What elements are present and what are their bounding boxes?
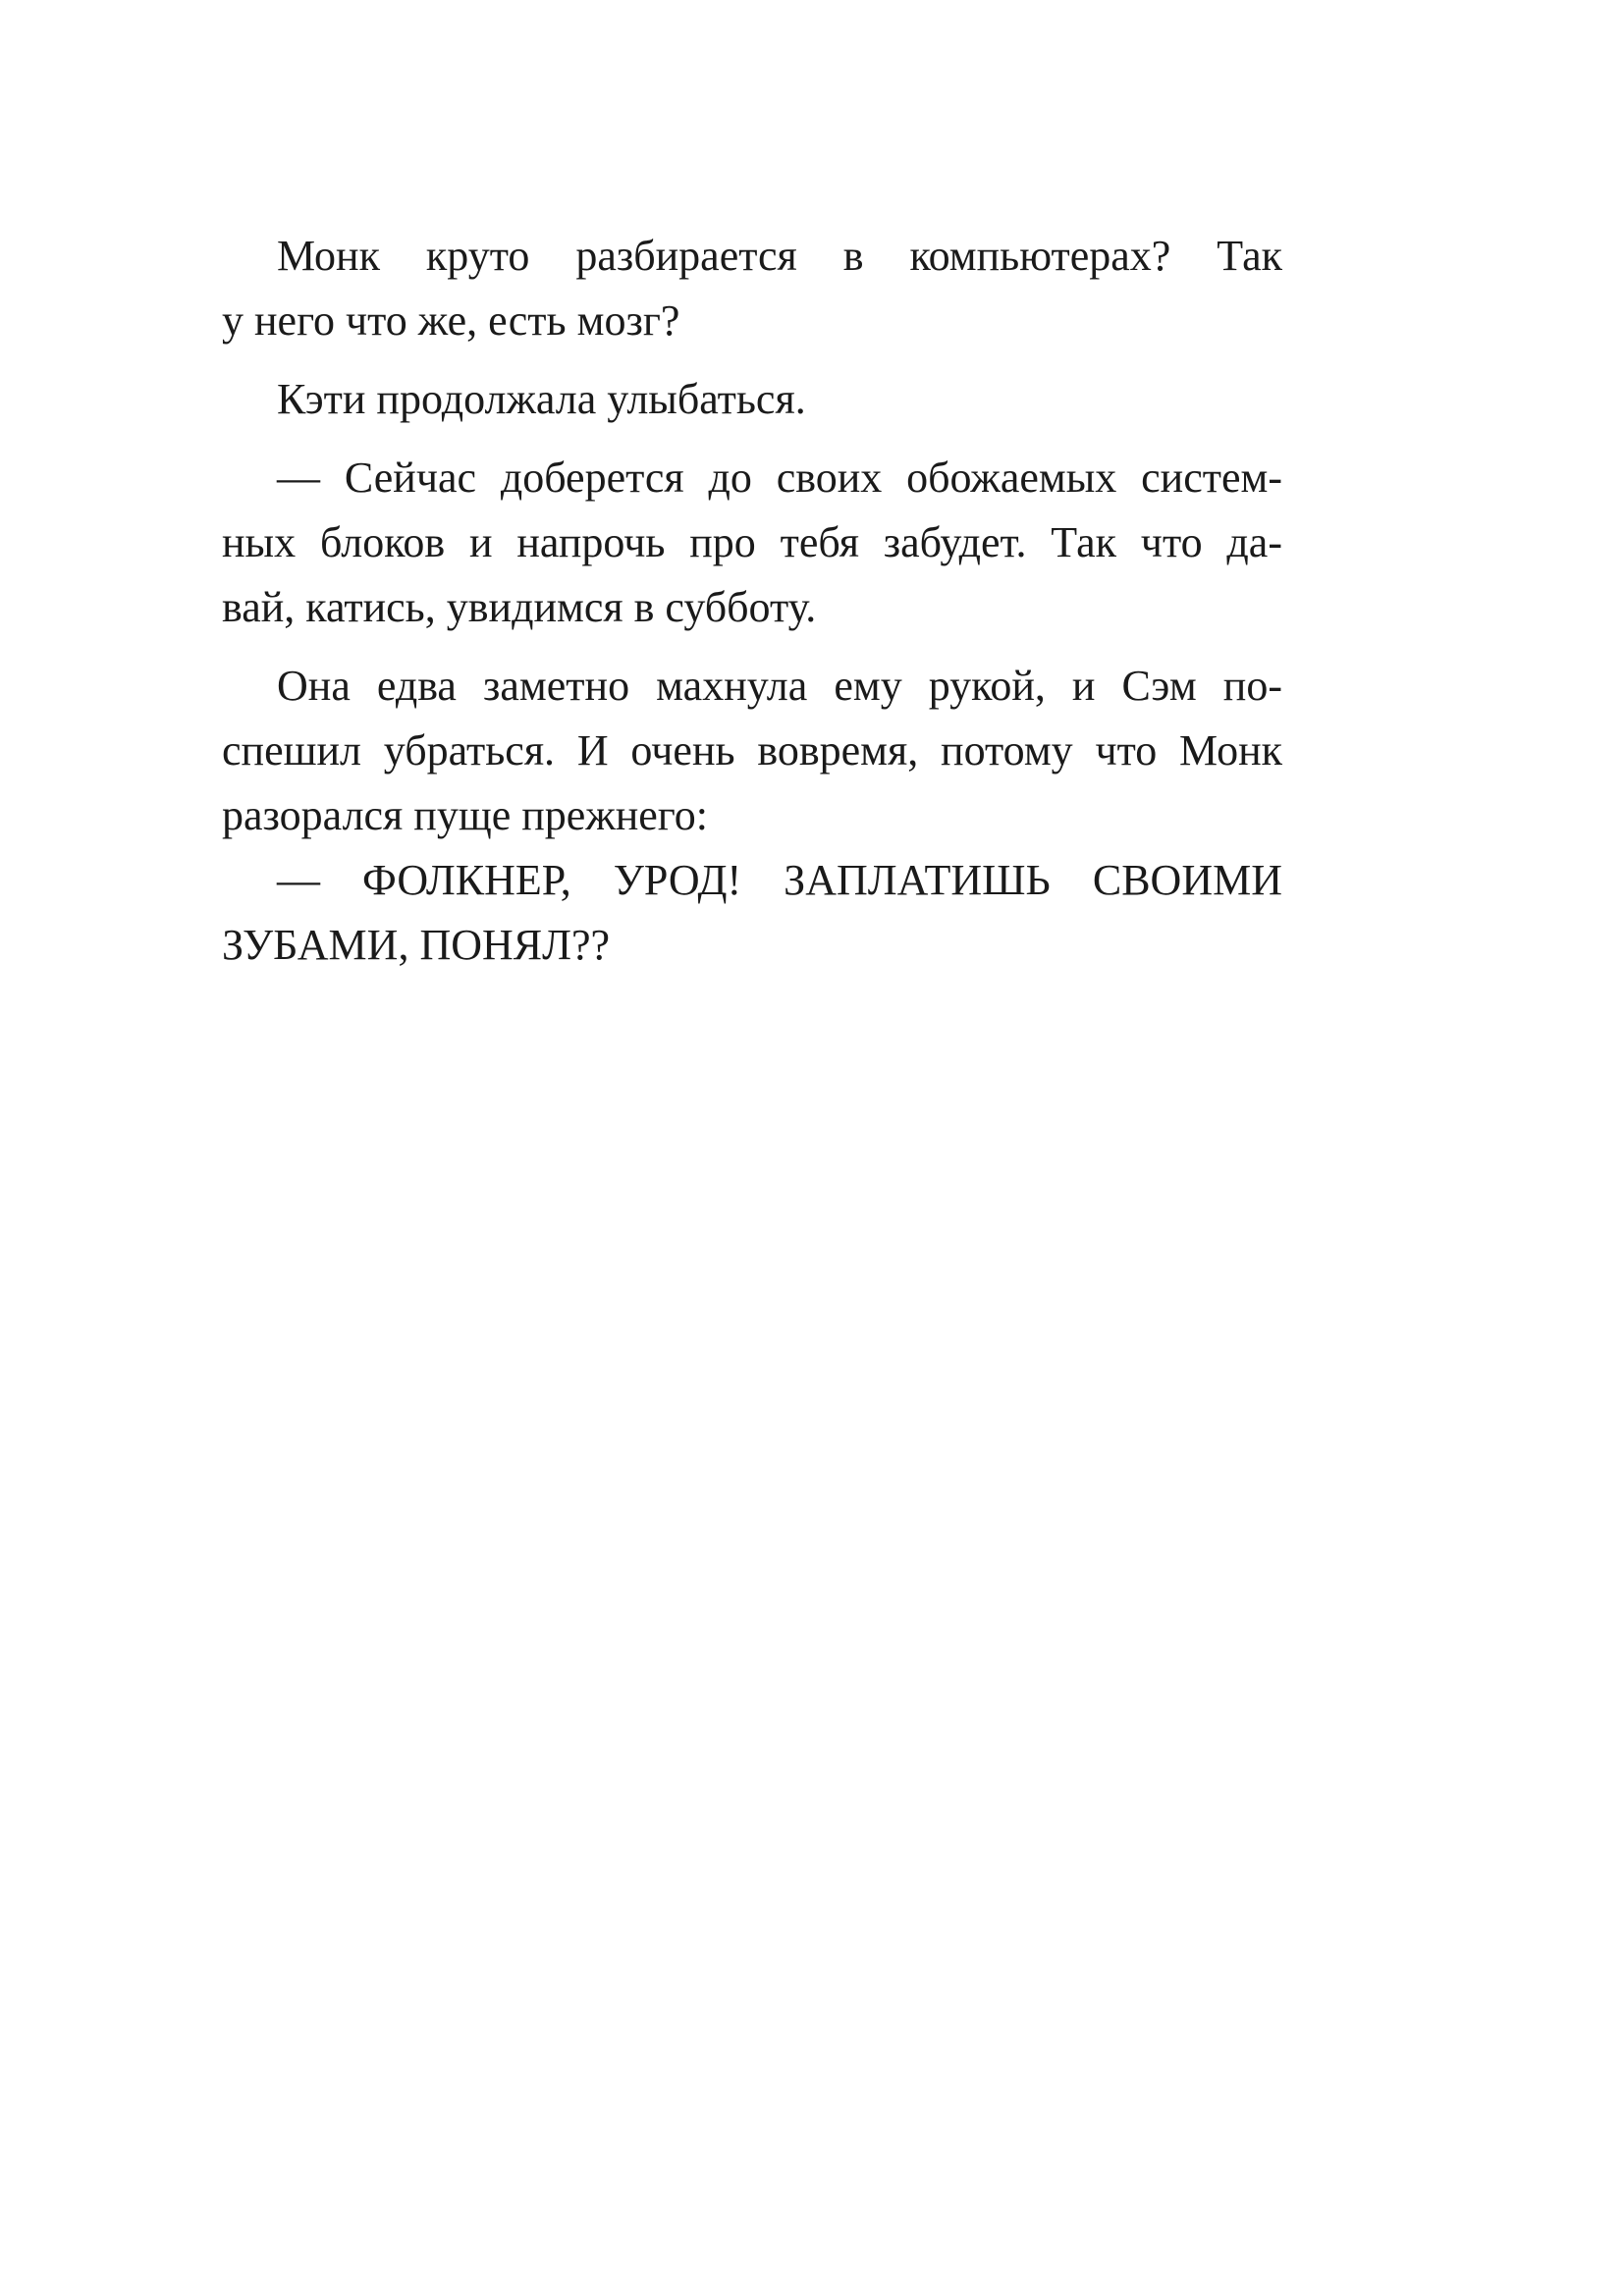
dialogue-paragraph: [222, 446, 1282, 640]
text-line: — Сейчас доберется до своих обожаемых систем-: [277, 454, 1282, 502]
dialogue-paragraph: [222, 848, 1282, 978]
text-line: ЗУБАМИ, ПОНЯЛ??: [222, 921, 611, 969]
text-line: Кэти продолжала улыбаться.: [277, 375, 806, 423]
text-line: вай, катись, увидимся в субботу.: [222, 583, 817, 631]
text-line: Она едва заметно махнула ему рукой, и Сэм по-: [277, 662, 1282, 710]
body-text: [222, 224, 1282, 978]
text-line: ных блоков и напрочь про тебя забудет. Так что да-: [222, 518, 1282, 566]
paragraph: [222, 367, 1282, 432]
paragraph: [222, 224, 1282, 353]
paragraph: [222, 654, 1282, 848]
text-line: Монк круто разбирается в компьютерах? Так: [277, 232, 1282, 280]
text-line: спешил убраться. И очень вовремя, потому что Монк: [222, 726, 1282, 774]
text-line: у него что же, есть мозг?: [222, 296, 680, 345]
text-line: разорался пуще прежнего:: [222, 791, 708, 839]
text-line: — ФОЛКНЕР, УРОД! ЗАПЛАТИШЬ СВОИМИ: [277, 856, 1282, 904]
